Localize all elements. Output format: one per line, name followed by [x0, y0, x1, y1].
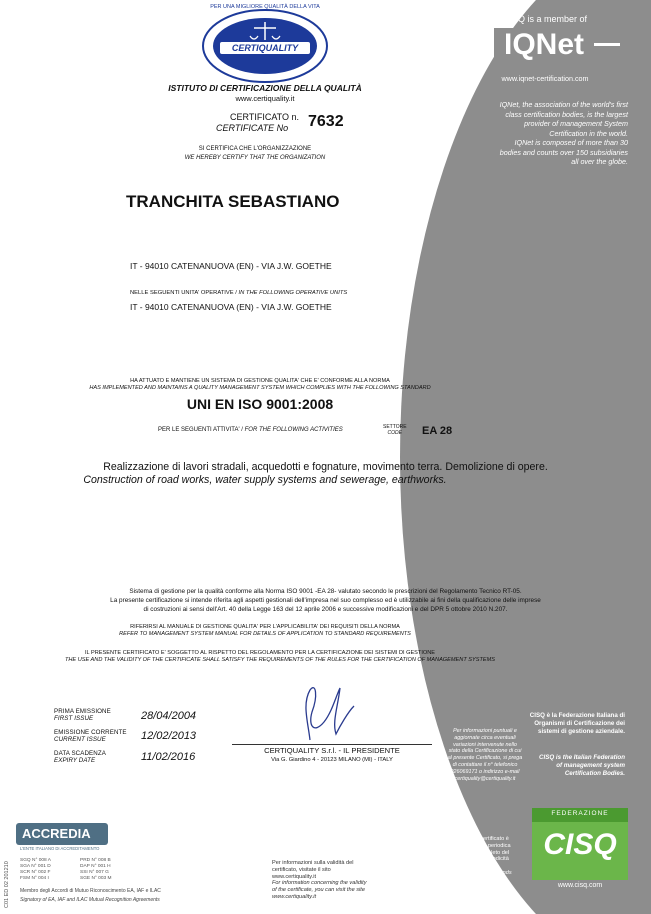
cisq-en-2: of management system [556, 762, 625, 770]
activities-it: PER LE SEGUENTI ATTIVITA' / [158, 427, 243, 433]
cisq-logo [532, 808, 628, 880]
accredia-sub: L'ENTE ITALIANO DI ACCREDITAMENTO [20, 846, 100, 851]
current-label-it: EMISSIONE CORRENTE [54, 729, 127, 736]
institute-name: ISTITUTO DI CERTIFICAZIONE DELLA QUALITÀ [168, 83, 362, 93]
iqnet-logo-box [468, 28, 620, 62]
standard-intro-it: HA ATTUATO E MANTIENE UN SISTEMA DI GESTIONE QUALITA' CHE E' CONFORME ALLA NORMA [130, 378, 390, 384]
valid-en-4: Management System [438, 890, 492, 897]
iqnet-desc-1: IQNet, the association of the world's first [499, 100, 628, 109]
cisq-logo-head [532, 808, 628, 822]
contact-line-2: aggiornate circa eventuali [454, 734, 516, 741]
footer-info [272, 860, 392, 901]
cisq-en-3: Certification Bodies. [564, 770, 625, 778]
info-en-2: of the certificate, you can visit the site [272, 887, 365, 894]
note-line-2: La presente certificazione si intende riferita agli aspetti gestionali dell'impresa nel suo complesso ed è utilizzabile ai fini della qualificazione delle imprese [110, 597, 541, 604]
side-code: C01 ED 02 201210 [4, 861, 10, 908]
cisq-logo-head-text: FEDERAZIONE [551, 810, 609, 817]
signature-title: CERTIQUALITY S.r.l. - IL PRESIDENTE [264, 746, 400, 755]
seal-arc-text: PER UNA MIGLIORE QUALITÀ DELLA VITA [210, 4, 320, 10]
expiry-date: 11/02/2016 [141, 751, 196, 763]
first-issue-date: 28/04/2004 [141, 710, 197, 722]
iqnet-desc-4: Certification in the world. [549, 128, 628, 138]
accredia-codes-right [80, 858, 112, 882]
info-it-2: certificato, visitate il sito [272, 866, 331, 873]
contact-line-3: variazioni intervenute nello [453, 741, 517, 748]
valid-it-2: subordinata a sorveglianza periodica [419, 842, 511, 849]
organization-address: IT - 94010 CATENANUOVA (EN) - VIA J.W. GOETHE [130, 261, 332, 271]
units-label-it-text: NELLE SEGUENTI UNITA' OPERATIVE / [130, 290, 237, 296]
certiquality-seal [200, 6, 330, 86]
accredia-name: ACCREDIA [22, 826, 91, 841]
certificate-number: 7632 [308, 113, 344, 130]
iqnet-desc-7: all over the globe. [571, 157, 628, 166]
rules-it: IL PRESENTE CERTIFICATO E' SOGGETTO AL RISPETTO DEL REGOLAMENTO PER LA CERTIFICAZIONE DEI SISTEMI DI GESTIONE [84, 650, 436, 656]
valid-it-1: La validità del presente certificato è [421, 836, 509, 842]
iqnet-desc-3: provider of management System [524, 119, 628, 128]
valid-en-1: The validity of this certificate depends [418, 869, 512, 876]
iqnet-member: CISQ is a member of [502, 14, 588, 24]
accredia-mla-it: Membro degli Accordi di Mutuo Riconoscimento EA, IAF e ILAC [20, 888, 161, 894]
contact-line-8: certiquality@certiquality.it [454, 775, 516, 782]
iqnet-desc-2: class certification bodies, is the largest [505, 109, 628, 119]
valid-it-3: annuale ed al riesame completo del [420, 849, 510, 856]
certificate-label-it: CERTIFICATO n. [230, 112, 300, 122]
organization-name: TRANCHITA SEBASTIANO [126, 192, 340, 211]
manual-en: REFER TO MANAGEMENT SYSTEM MANUAL FOR DETAILS OF APPLICATION TO STANDARD REQUIREMENTS [119, 631, 411, 637]
note-line-1: Sistema di gestione per la qualità conforme alla Norma ISO 9001 -EA 28- valutato secondo le prescrizioni del Regolamento Tecnico RT-05. [129, 588, 522, 595]
scope-en: Construction of road works, water supply systems and sewerage, earthworks. [83, 474, 447, 486]
certificate-label-en: CERTIFICATE No [216, 123, 289, 133]
valid-it-5: triennale [454, 863, 476, 870]
signature-line [232, 744, 432, 745]
contact-info [440, 728, 530, 782]
info-it-3: www.certiquality.it [272, 873, 317, 880]
activities-en: FOR THE FOLLOWING ACTIVITIES [244, 427, 343, 433]
code-left-2: SGA N° 001 D [20, 864, 51, 869]
iqnet-description [470, 100, 628, 167]
contact-line-1: Per informazioni puntuali e [453, 728, 517, 734]
code-right-3: SSI N° 007 G [80, 870, 109, 875]
accredia-codes-left [20, 858, 51, 882]
signature-scribble [280, 682, 370, 742]
contact-line-7: 026069171 o indirizzo e-mail [450, 768, 520, 775]
certify-en: WE HEREBY CERTIFY THAT THE ORGANIZATION [184, 155, 326, 161]
certify-it: SI CERTIFICA CHE L'ORGANIZZAZIONE [198, 146, 312, 152]
seal-brand: CERTIQUALITY [231, 43, 299, 53]
activities-label [158, 427, 343, 433]
expiry-label-it: DATA SCADENZA [54, 750, 106, 757]
contact-line-4: stato della Certificazione di cui [448, 748, 522, 755]
units-label-en: IN THE FOLLOWING OPERATIVE UNITS [238, 290, 348, 296]
current-issue-date: 12/02/2013 [141, 730, 197, 742]
valid-it-4: Sistema di Gestione con periodicità [421, 856, 509, 863]
manual-it: RIFERIRSI AL MANUALE DI GESTIONE QUALITA' PER L'APPLICABILITA' DEI REQUISITI DELLA NORMA [130, 624, 400, 630]
cisq-logo-name: CISQ [543, 828, 617, 861]
code-left-1: SGQ N° 008 A [20, 858, 51, 863]
accredia-logo [16, 823, 108, 845]
units-label-it [130, 290, 347, 296]
cisq-url: www.cisq.com [557, 882, 603, 889]
code-right-1: PRD N° 008 B [80, 858, 111, 863]
footer-validity [395, 836, 535, 897]
valid-en-3: review every three years of the [426, 883, 504, 890]
info-it-1: Per informazioni sulla validità del [272, 860, 354, 866]
iqnet-logo: IQNet [494, 28, 594, 62]
code-left-4: FSM N° 004 I [20, 876, 49, 881]
iqnet-desc-6: bodies and counts over 150 subsidiaries [499, 147, 628, 157]
sector-label-1: SETTORE [383, 424, 407, 430]
current-label-en: CURRENT ISSUE [54, 736, 106, 743]
code-right-4: SGE N° 003 M [80, 876, 112, 881]
cisq-it-1: CISQ è la Federazione Italiana di [529, 712, 625, 719]
iqnet-desc-5: IQNet is composed of more than 30 [514, 138, 628, 147]
valid-en-2: on annual audit and on a complete [422, 876, 508, 883]
info-en-3: www.certiquality.it [272, 893, 317, 900]
sector-code: EA 28 [422, 425, 453, 437]
cisq-it-3: sistemi di gestione aziendale. [538, 728, 625, 736]
contact-line-6: di contattare il n° telefonico [452, 761, 518, 768]
cisq-info-en [520, 754, 625, 779]
info-en-1: For information concerning the validity [272, 880, 367, 887]
sector-label [383, 424, 407, 436]
sector-label-2: CODE [387, 430, 402, 436]
accredia-mla-en: Signatory of EA, IAF and ILAC Mutual Recognition Agreements [20, 897, 160, 903]
unit-address: IT - 94010 CATENANUOVA (EN) - VIA J.W. GOETHE [130, 302, 332, 312]
first-label-it: PRIMA EMISSIONE [54, 708, 111, 715]
expiry-label-en: EXPIRY DATE [54, 757, 96, 764]
first-label-en: FIRST ISSUE [54, 715, 94, 722]
cisq-it-2: Organismi di Certificazione dei [534, 720, 625, 728]
standard-name: UNI EN ISO 9001:2008 [186, 396, 334, 412]
code-left-3: SCR N° 002 F [20, 870, 51, 875]
signature-address: Via G. Giardino 4 - 20123 MILANO (MI) - ITALY [271, 757, 393, 763]
standard-intro-en: HAS IMPLEMENTED AND MAINTAINS A QUALITY MANAGEMENT SYSTEM WHICH COMPLIES WITH THE FOLLOWING STANDARD [89, 385, 431, 391]
iqnet-url: www.iqnet-certification.com [501, 74, 589, 83]
website: www.certiquality.it [235, 94, 295, 103]
scope-it: Realizzazione di lavori stradali, acquedotti e fognature, movimento terra. Demolizione di opere. [103, 461, 548, 473]
cisq-info-it [520, 712, 625, 737]
code-right-2: DAP N° 001 H [80, 864, 111, 869]
contact-line-5: al presente Certificato, si prega [447, 755, 523, 762]
note-line-3: di costruzioni ai sensi dell'Art. 40 della Legge 163 del 12 aprile 2006 e successive modificazioni e del DPR 5 ottobre 2010 N.207. [143, 606, 508, 613]
rules-en: THE USE AND THE VALIDITY OF THE CERTIFICATE SHALL SATISFY THE REQUIREMENTS OF THE RULES FOR THE CERTIFICATION OF MANAGEMENT SYSTEMS [64, 657, 496, 663]
cisq-en-1: CISQ is the Italian Federation [539, 754, 625, 761]
